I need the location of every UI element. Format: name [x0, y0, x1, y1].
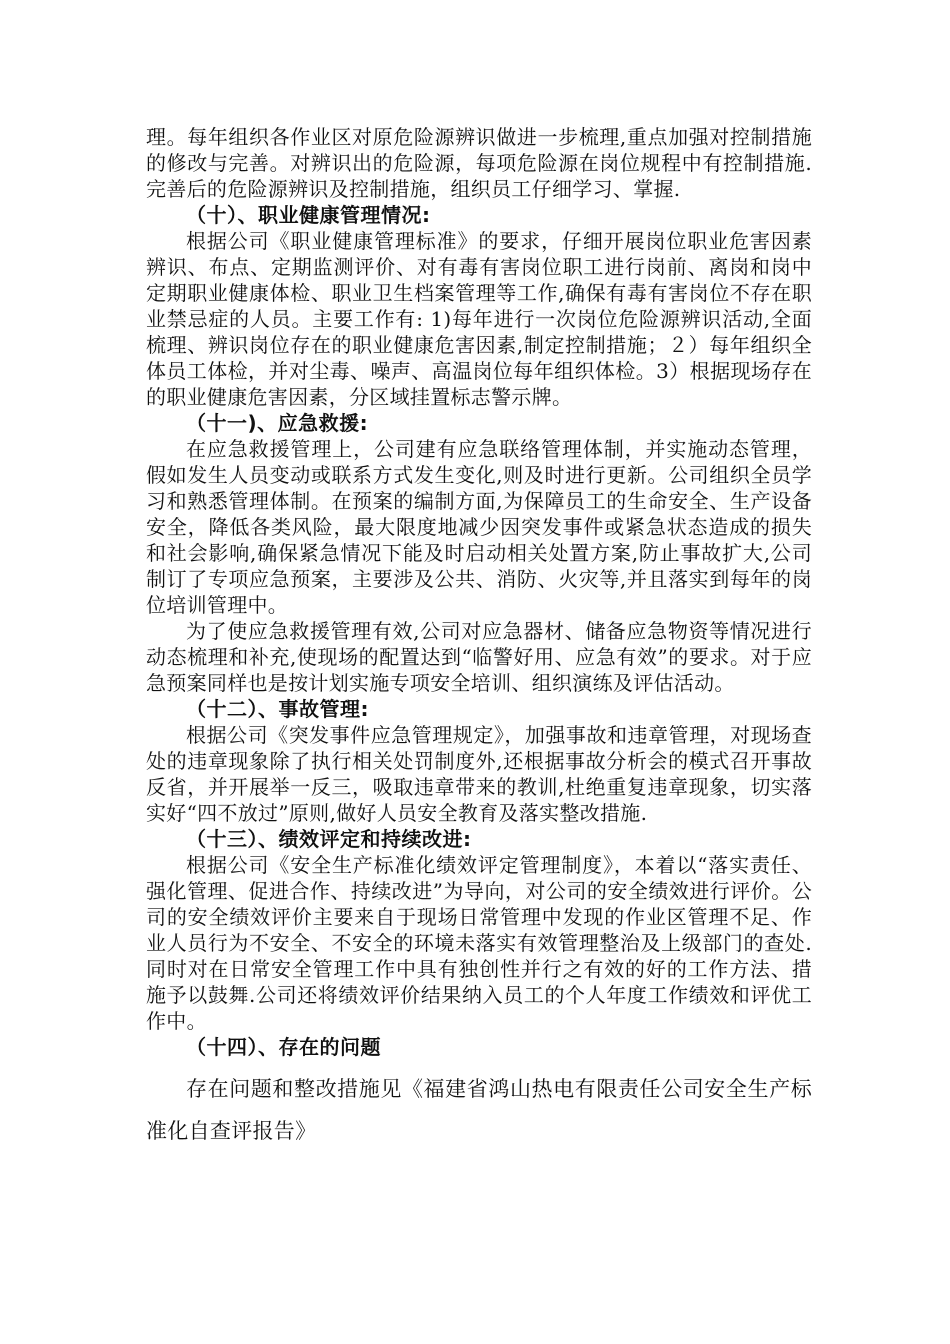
document-body — [146, 124, 812, 1152]
heading-performance-evaluation: （十三）、绩效评定和持续改进: — [186, 827, 472, 851]
heading-emergency-rescue: （十一)、应急救援: — [186, 411, 369, 435]
heading-existing-problems: （十四）、存在的问题 — [186, 1035, 381, 1059]
paragraph-occupational-health: 根据公司《职业健康管理标准》的要求，仔细开展岗位职业危害因素辨识、布点、定期监测评价、对有毒有害岗位职工进行岗前、离岗和岗中定期职业健康体检、职业卫生档案管理等工作,确保有毒有害岗位不存在职业禁忌症的人员。主要工作有: 1)每年进行一次岗位危险源辨识活动,全面梳理、辨识岗位存在的职业健康危害因素,制定控制措施；２）每年组织全体员工体检，并对尘毒、噪声、高温岗位每年组织体检。3）根据现场存在的职业健康危害因素，分区域挂置标志警示牌。 — [146, 229, 812, 409]
paragraph-performance-evaluation: 根据公司《安全生产标准化绩效评定管理制度》，本着以“落实责任、强化管理、促进合作、持续改进”为导向，对公司的安全绩效进行评价。公司的安全绩效评价主要来自于现场日常管理中发现的作业区管理不足、作业人员行为不安全、不安全的环境未落实有效管理整治及上级部门的查处.同时对在日常安全管理工作中具有独创性并行之有效的好的工作方法、措施予以鼓舞.公司还将绩效评价结果纳入员工的个人年度工作绩效和评优工作中。 — [146, 853, 812, 1033]
paragraph-hazard-control: 理。每年组织各作业区对原危险源辨识做进一步梳理,重点加强对控制措施的修改与完善。对辨识出的危险源，每项危险源在岗位规程中有控制措施.完善后的危险源辨识及控制措施，组织员工仔细学习、掌握. — [146, 125, 812, 201]
paragraph-emergency-rescue-2: 为了使应急救援管理有效,公司对应急器材、储备应急物资等情况进行动态梳理和补充,使现场的配置达到“临警好用、应急有效”的要求。对于应急预案同样也是按计划实施专项安全培训、组织演练及评估活动。 — [146, 619, 812, 695]
heading-occupational-health: （十）、职业健康管理情况: — [186, 203, 431, 227]
paragraph-emergency-rescue-1: 在应急救援管理上，公司建有应急联络管理体制，并实施动态管理，假如发生人员变动或联系方式发生变化,则及时进行更新。公司组织全员学习和熟悉管理体制。在预案的编制方面,为保障员工的生命安全、生产设备安全，降低各类风险，最大限度地减少因突发事件或紧急状态造成的损失和社会影响,确保紧急情况下能及时启动相关处置方案,防止事故扩大,公司制订了专项应急预案，主要涉及公共、消防、火灾等,并且落实到每年的岗位培训管理中。 — [146, 437, 812, 617]
paragraph-accident-management: 根据公司《突发事件应急管理规定》，加强事故和违章管理，对现场查处的违章现象除了执行相关处罚制度外,还根据事故分析会的模式召开事故反省，并开展举一反三，吸取违章带来的教训,杜绝重复违章现象，切实落实好“四不放过”原则,做好人员安全教育及落实整改措施. — [146, 723, 812, 825]
paragraph-existing-problems: 存在问题和整改措施见《福建省鸿山热电有限责任公司安全生产标准化自查评报告》 — [146, 1077, 812, 1143]
heading-accident-management: （十二）、事故管理: — [186, 697, 369, 721]
